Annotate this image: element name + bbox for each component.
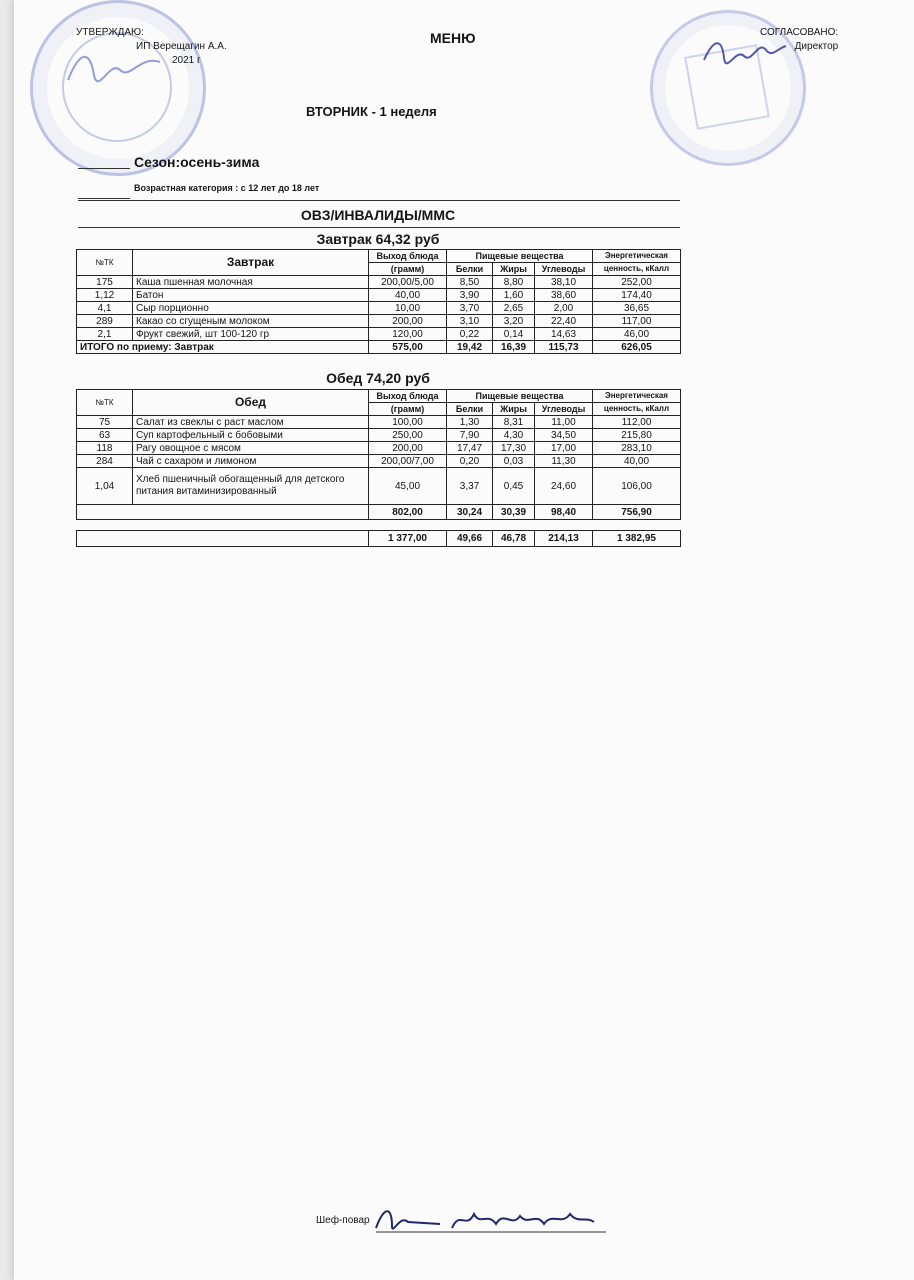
dish-name: Хлеб пшеничный обогащенный для детского питания витаминизированный [133, 468, 369, 505]
agreed-label: СОГЛАСОВАНО: [760, 27, 839, 38]
carbs-value: 2,00 [535, 302, 593, 315]
output-value: 250,00 [369, 429, 447, 442]
total-carbs: 115,73 [535, 341, 593, 354]
page-title: МЕНЮ [430, 30, 476, 46]
energy-value: 36,65 [593, 302, 681, 315]
table-row [77, 328, 681, 341]
tk-header: №ТК [77, 390, 133, 416]
tk-header: №ТК [77, 250, 133, 276]
dish-name: Какао со сгущеным молоком [133, 315, 369, 328]
energy-unit-header: ценность, кКалл [593, 263, 681, 276]
table-row [77, 289, 681, 302]
fats-value: 0,14 [493, 328, 535, 341]
carbs-header: Углеводы [535, 263, 593, 276]
carbs-value: 11,30 [535, 455, 593, 468]
fats-value: 4,30 [493, 429, 535, 442]
dish-name: Фрукт свежий, шт 100-120 гр [133, 328, 369, 341]
output-unit-header: (грамм) [369, 403, 447, 416]
fats-value: 8,80 [493, 276, 535, 289]
output-value: 200,00 [369, 315, 447, 328]
carbs-value: 24,60 [535, 468, 593, 505]
agreement-block [760, 26, 838, 54]
tk-number: 175 [77, 276, 133, 289]
grand-total-energy: 1 382,95 [593, 531, 681, 547]
output-value: 200,00/5,00 [369, 276, 447, 289]
energy-value: 46,00 [593, 328, 681, 341]
output-value: 45,00 [369, 468, 447, 505]
total-row [77, 341, 681, 354]
table-row [77, 468, 681, 505]
carbs-header: Углеводы [535, 403, 593, 416]
dish-name: Рагу овощное с мясом [133, 442, 369, 455]
tk-number: 63 [77, 429, 133, 442]
fats-header: Жиры [493, 263, 535, 276]
approval-block [76, 26, 227, 68]
tk-number: 2,1 [77, 328, 133, 341]
proteins-value: 8,50 [447, 276, 493, 289]
fats-value: 2,65 [493, 302, 535, 315]
proteins-value: 3,37 [447, 468, 493, 505]
fats-value: 0,03 [493, 455, 535, 468]
total-row [77, 505, 681, 520]
divider [78, 198, 130, 199]
table-row [77, 442, 681, 455]
proteins-value: 7,90 [447, 429, 493, 442]
total-output: 802,00 [369, 505, 447, 520]
fats-value: 17,30 [493, 442, 535, 455]
tk-number: 1,12 [77, 289, 133, 302]
carbs-value: 11,00 [535, 416, 593, 429]
output-value: 10,00 [369, 302, 447, 315]
carbs-value: 38,10 [535, 276, 593, 289]
grand-total-carbs: 214,13 [535, 531, 593, 547]
tk-number: 1,04 [77, 468, 133, 505]
chef-label: Шеф-повар [316, 1215, 370, 1226]
energy-value: 106,00 [593, 468, 681, 505]
meal-header: Завтрак [133, 250, 369, 276]
divider [78, 168, 130, 169]
energy-unit-header: ценность, кКалл [593, 403, 681, 416]
nutrients-header: Пищевые вещества [447, 390, 593, 403]
total-proteins: 30,24 [447, 505, 493, 520]
total-energy: 626,05 [593, 341, 681, 354]
proteins-value: 3,70 [447, 302, 493, 315]
total-proteins: 19,42 [447, 341, 493, 354]
chef-signature [370, 1200, 620, 1240]
output-value: 200,00 [369, 442, 447, 455]
nutrients-header: Пищевые вещества [447, 250, 593, 263]
age-category: Возрастная категория : с 12 лет до 18 лет [134, 183, 320, 193]
total-label: ИТОГО по приему: Завтрак [77, 341, 369, 354]
divider [78, 227, 680, 228]
output-value: 100,00 [369, 416, 447, 429]
season: Сезон:осень-зима [134, 154, 260, 170]
proteins-value: 1,30 [447, 416, 493, 429]
fats-value: 1,60 [493, 289, 535, 302]
output-value: 200,00/7,00 [369, 455, 447, 468]
output-header: Выход блюда [369, 250, 447, 263]
fats-value: 8,31 [493, 416, 535, 429]
fats-value: 3,20 [493, 315, 535, 328]
proteins-header: Белки [447, 403, 493, 416]
dish-name: Салат из свеклы с раст маслом [133, 416, 369, 429]
total-label-empty [77, 505, 369, 520]
day-title: ВТОРНИК - 1 неделя [306, 104, 437, 119]
dish-name: Сыр порционно [133, 302, 369, 315]
table-row [77, 429, 681, 442]
dish-name: Суп картофельный с бобовыми [133, 429, 369, 442]
dish-name: Каша пшенная молочная [133, 276, 369, 289]
energy-value: 252,00 [593, 276, 681, 289]
tk-number: 118 [77, 442, 133, 455]
fats-header: Жиры [493, 403, 535, 416]
output-unit-header: (грамм) [369, 263, 447, 276]
carbs-value: 22,40 [535, 315, 593, 328]
output-header: Выход блюда [369, 390, 447, 403]
dish-name: Чай с сахаром и лимоном [133, 455, 369, 468]
breakfast-table [76, 249, 681, 354]
carbs-value: 38,60 [535, 289, 593, 302]
proteins-value: 0,22 [447, 328, 493, 341]
approved-name: ИП Верещагин А.А. [136, 41, 227, 52]
table-row [77, 276, 681, 289]
tk-number: 289 [77, 315, 133, 328]
grand-total-output: 1 377,00 [369, 531, 447, 547]
table-row [77, 416, 681, 429]
table-row [77, 315, 681, 328]
breakfast-price-title: Завтрак 64,32 руб [316, 231, 440, 247]
grand-total-proteins: 49,66 [447, 531, 493, 547]
total-fats: 16,39 [493, 341, 535, 354]
tk-number: 4,1 [77, 302, 133, 315]
energy-value: 112,00 [593, 416, 681, 429]
energy-header: Энергетическая [593, 390, 681, 403]
fats-value: 0,45 [493, 468, 535, 505]
divider [78, 200, 680, 201]
tk-number: 284 [77, 455, 133, 468]
approved-label: УТВЕРЖДАЮ: [76, 27, 144, 38]
energy-value: 215,80 [593, 429, 681, 442]
grand-total-fats: 46,78 [493, 531, 535, 547]
total-output: 575,00 [369, 341, 447, 354]
energy-value: 117,00 [593, 315, 681, 328]
proteins-value: 3,90 [447, 289, 493, 302]
table-row [77, 302, 681, 315]
output-value: 120,00 [369, 328, 447, 341]
proteins-value: 17,47 [447, 442, 493, 455]
grand-total-label-empty [77, 531, 369, 547]
proteins-header: Белки [447, 263, 493, 276]
lunch-table [76, 389, 681, 520]
output-value: 40,00 [369, 289, 447, 302]
agreed-role: Директор [794, 41, 839, 52]
carbs-value: 34,50 [535, 429, 593, 442]
category-title: ОВЗ/ИНВАЛИДЫ/ММС [300, 207, 456, 223]
total-energy: 756,90 [593, 505, 681, 520]
energy-value: 40,00 [593, 455, 681, 468]
carbs-value: 14,63 [535, 328, 593, 341]
energy-value: 283,10 [593, 442, 681, 455]
lunch-price-title: Обед 74,20 руб [326, 370, 430, 386]
energy-value: 174,40 [593, 289, 681, 302]
meal-header: Обед [133, 390, 369, 416]
total-fats: 30,39 [493, 505, 535, 520]
proteins-value: 3,10 [447, 315, 493, 328]
approved-year: 2021 г [172, 55, 201, 66]
energy-header: Энергетическая [593, 250, 681, 263]
proteins-value: 0,20 [447, 455, 493, 468]
grand-total-table [76, 530, 681, 547]
total-carbs: 98,40 [535, 505, 593, 520]
grand-total-row [77, 531, 681, 547]
carbs-value: 17,00 [535, 442, 593, 455]
tk-number: 75 [77, 416, 133, 429]
table-row [77, 455, 681, 468]
dish-name: Батон [133, 289, 369, 302]
